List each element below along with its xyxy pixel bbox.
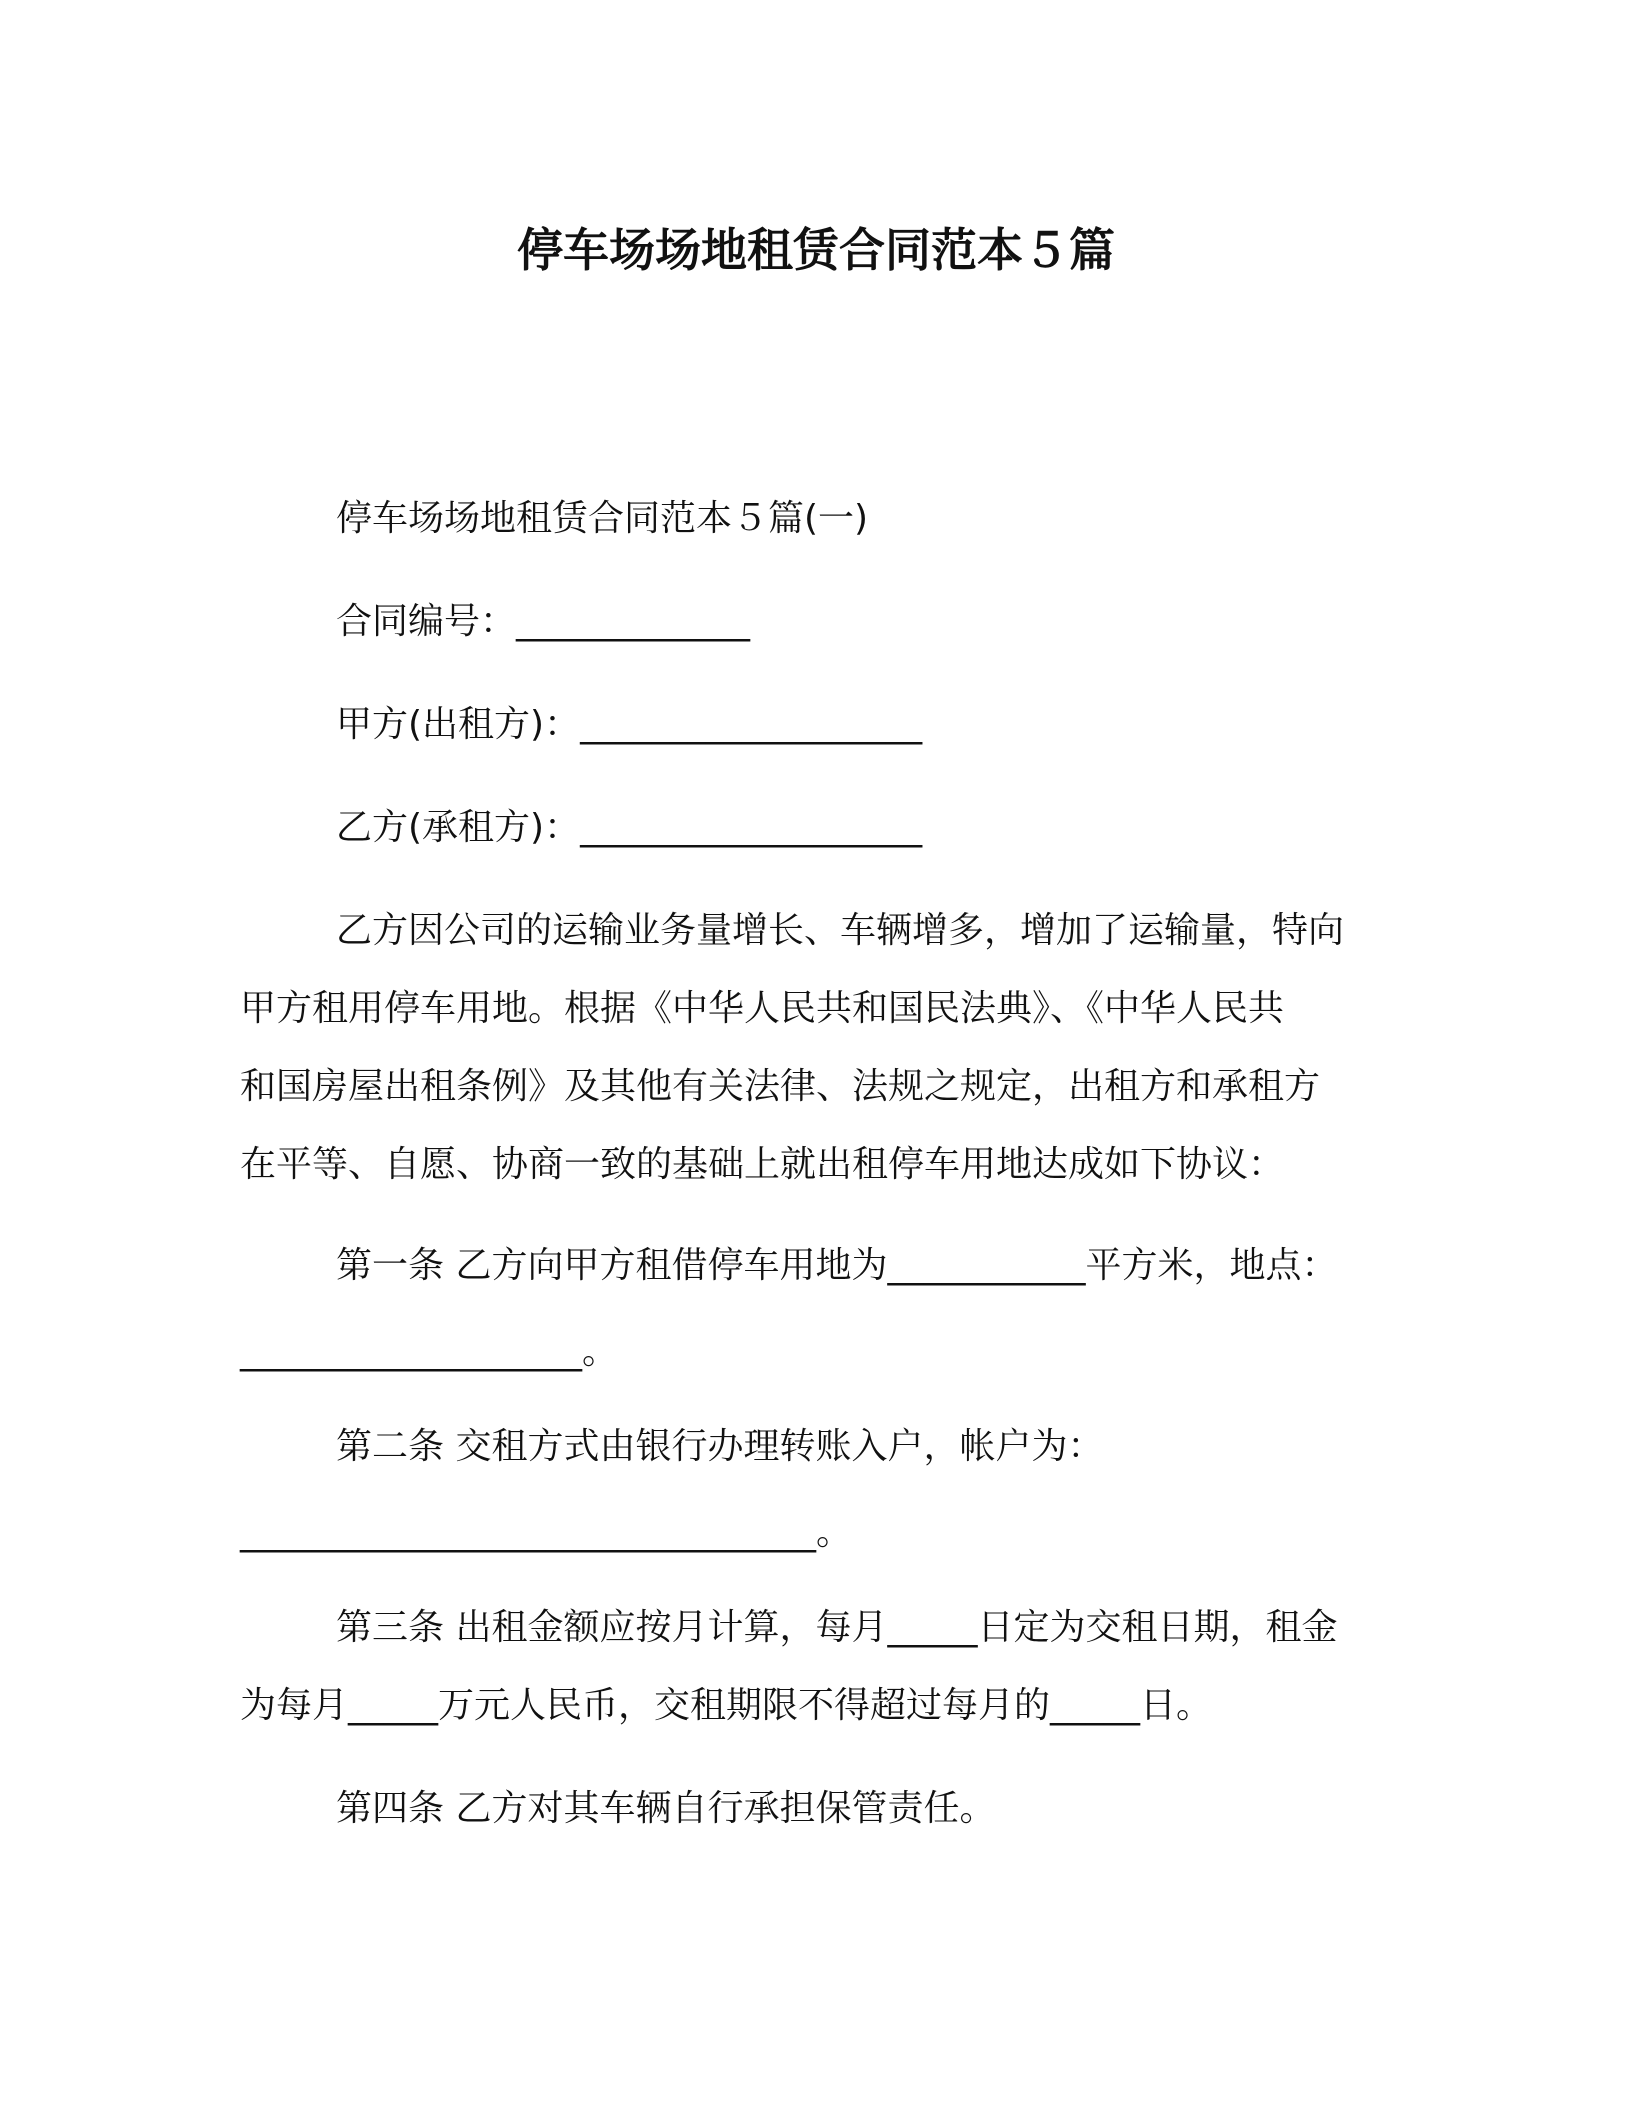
section-heading	[240, 480, 1380, 558]
preamble-line-3: 和国房屋出租条例》及其他有关法律、法规之规定，出租方和承租方	[240, 1066, 1321, 1107]
contract-number-text: 合同编号：_____________	[336, 601, 751, 642]
article-2-line-1: 第二条 交租方式由银行办理转账入户，帐户为：	[336, 1426, 1104, 1467]
party-b-line	[240, 789, 1380, 867]
article-2-paragraph	[240, 1408, 1380, 1572]
party-a-line	[240, 686, 1380, 764]
preamble-line-4: 在平等、自愿、协商一致的基础上就出租停车用地达成如下协议：	[240, 1144, 1285, 1185]
preamble-line-1: 乙方因公司的运输业务量增长、车辆增多，增加了运输量，特向	[336, 910, 1345, 951]
document-title: 停车场场地租赁合同范本５篇	[517, 223, 1115, 277]
article-4-line-1: 第四条 乙方对其车辆自行承担保管责任。	[336, 1788, 996, 1829]
contract-number-line	[240, 583, 1380, 661]
article-3-line-1: 第三条 出租金额应按月计算，每月_____日定为交租日期，租金	[336, 1607, 1338, 1648]
article-1-paragraph	[240, 1227, 1380, 1391]
party-b-text: 乙方(承租方)：___________________	[336, 807, 923, 848]
article-3-line-2: 为每月_____万元人民币，交租期限不得超过每月的_____日。	[240, 1685, 1213, 1726]
party-a-text: 甲方(出租方)：___________________	[336, 704, 923, 745]
preamble-line-2: 甲方租用停车用地。根据《中华人民共和国民法典》、《中华人民共	[240, 988, 1285, 1029]
section-heading-text: 停车场场地租赁合同范本５篇(一)	[336, 498, 869, 539]
preamble-paragraph	[240, 892, 1380, 1204]
article-1-line-1: 第一条 乙方向甲方租借停车用地为___________平方米，地点：	[336, 1245, 1338, 1286]
article-4-paragraph	[240, 1770, 1380, 1848]
article-3-paragraph	[240, 1589, 1380, 1745]
article-1-line-2: ___________________。	[240, 1331, 618, 1372]
article-2-line-2: ________________________________。	[240, 1512, 852, 1553]
